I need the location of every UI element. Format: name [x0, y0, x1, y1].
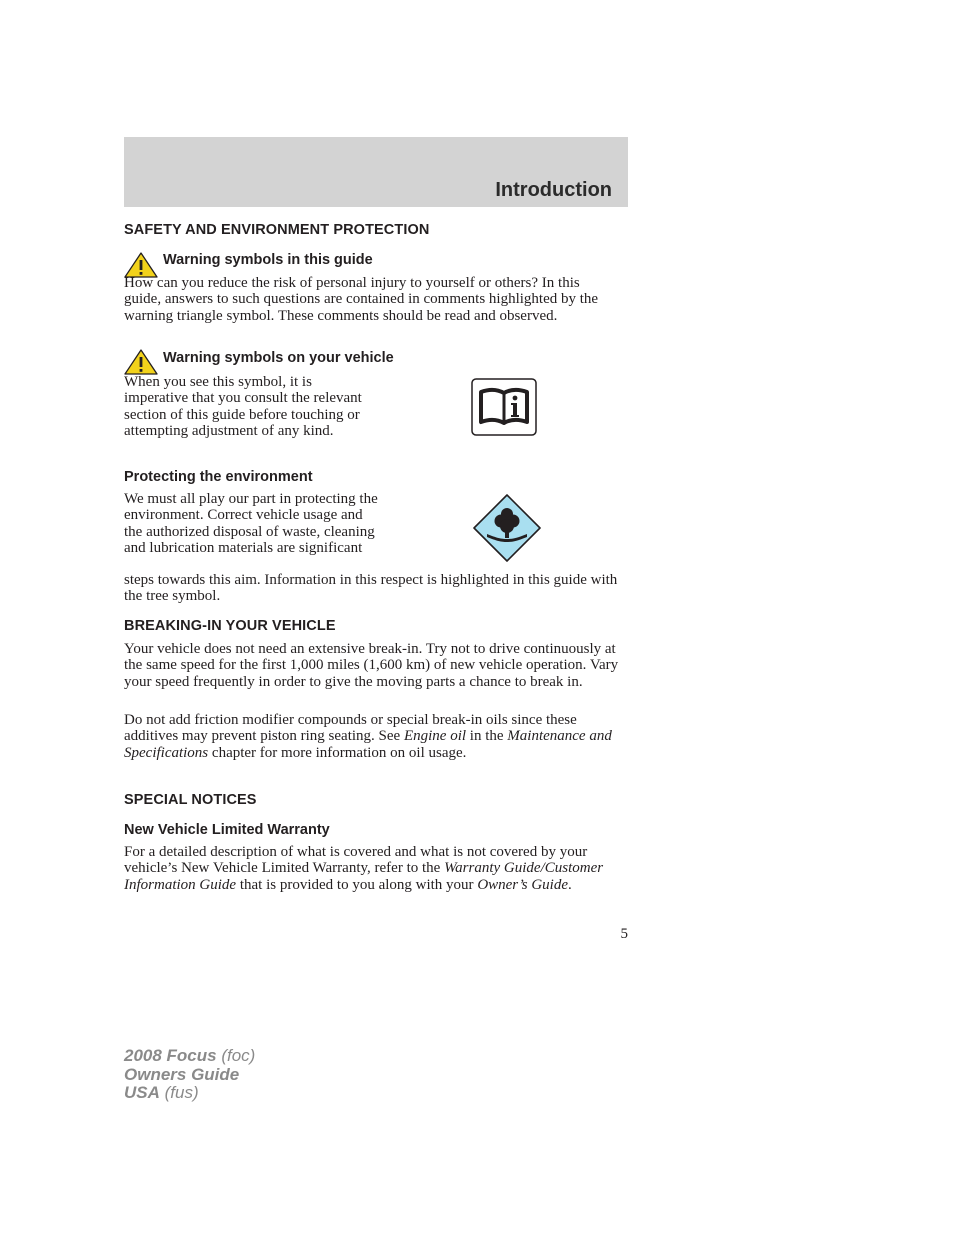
footer-doc-info [124, 1047, 255, 1103]
page-title: Introduction [495, 179, 612, 201]
warning-triangle-icon [124, 349, 158, 375]
paragraph-environment-continued: steps towards this aim. Information in this respect is highlighted in this guide with the tree symbol. [124, 572, 618, 605]
reference-owners-guide: Owner’s Guide [477, 876, 569, 893]
subheading-warranty: New Vehicle Limited Warranty [124, 822, 330, 838]
reference-warranty-guide: Warranty Guide/Customer Information Guide [124, 860, 604, 893]
footer-line-region: USA (fus) [124, 1083, 199, 1102]
heading-special-notices: SPECIAL NOTICES [124, 792, 257, 808]
paragraph-breakin-2: Do not add friction modifier compounds or special break-in oils since these additives may prevent piston ring seating. See Engine oil in the Maintenance and Specifications chapter for more information on oil usage. [124, 712, 612, 761]
footer-line-model: 2008 Focus (foc) [124, 1046, 256, 1065]
subheading-vehicle-symbols: Warning symbols on your vehicle [163, 350, 394, 366]
heading-breakin: BREAKING-IN YOUR VEHICLE [124, 618, 336, 634]
environment-tree-icon [473, 494, 541, 562]
reference-engine-oil: Engine oil [403, 728, 467, 745]
footer-line-guide: Owners Guide [124, 1064, 240, 1084]
header-band [124, 137, 628, 207]
page-number: 5 [620, 926, 628, 942]
paragraph-warranty: For a detailed description of what is covered and what is not covered by your vehicle’s New Vehicle Limited Warranty, refer to the Warranty Guide/Customer Information Guide that is provided to you along with your Owner’s Guide. [124, 844, 604, 893]
paragraph-environment: We must all play our part in protecting the environment. Correct vehicle usage and the authorized disposal of waste, cleaning and lubrication materials are significant [124, 491, 378, 557]
paragraph-vehicle-symbols: When you see this symbol, it is imperative that you consult the relevant section of this guide before touching or attempting adjustment of any kind. [124, 374, 362, 440]
subheading-environment: Protecting the environment [124, 469, 313, 485]
paragraph-guide-symbols: How can you reduce the risk of personal injury to yourself or others? In this guide, answers to such questions are contained in comments highlighted by the warning triangle symbol. These comments should be read and observed. [124, 275, 599, 324]
paragraph-breakin-1: Your vehicle does not need an extensive break-in. Try not to drive continuously at the same speed for the first 1,000 miles (1,600 km) of new vehicle operation. Vary your speed frequently in order to give the moving parts a chance to break in. [124, 641, 619, 690]
heading-safety: SAFETY AND ENVIRONMENT PROTECTION [124, 222, 430, 238]
subheading-guide-symbols: Warning symbols in this guide [163, 252, 373, 268]
owner-manual-info-icon [471, 378, 537, 436]
reference-maintenance-chapter: Maintenance and Specifications [124, 728, 612, 761]
